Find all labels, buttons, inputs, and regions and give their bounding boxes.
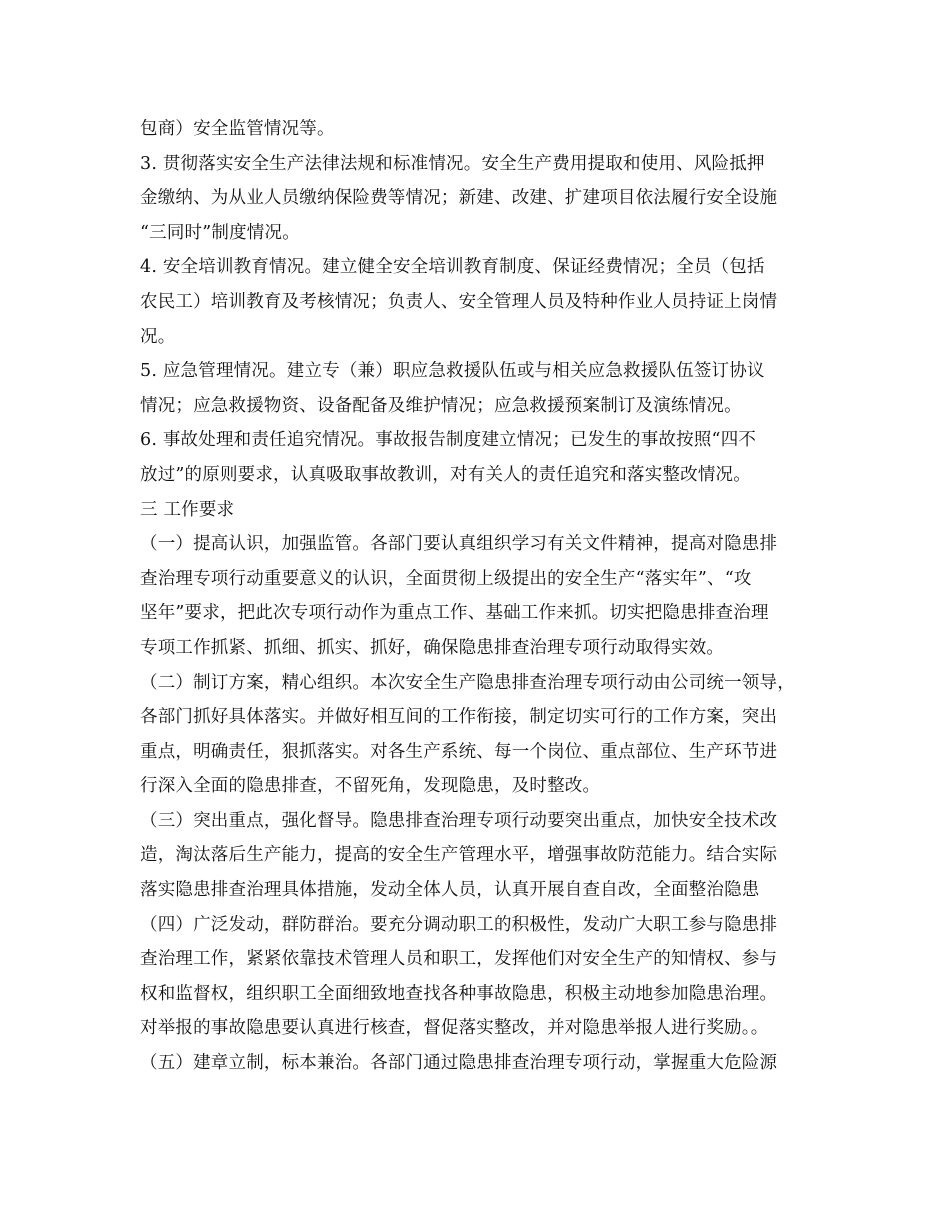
text-line: 查治理工作，紧紧依靠技术管理人员和职工，发挥他们对安全生产的知情权、参与 [140,949,778,970]
text-line: 坚年”要求，把此次专项行动作为重点工作、基础工作来抓。切实把隐患排查治理 [140,603,769,624]
text-line: 落实隐患排查治理具体措施，发动全体人员，认真开展自查自改，全面整治隐患 [140,880,760,901]
text-line: “三同时”制度情况。 [140,222,300,243]
text-line: （一）提高认识，加强监管。各部门要认真组织学习有关文件精神，提高对隐患排 [140,534,778,555]
text-line: 5. 应急管理情况。建立专（兼）职应急救援队伍或与相关应急救援队伍签订协议 [140,361,765,382]
text-line: 金缴纳、为从业人员缴纳保险费等情况；新建、改建、扩建项目依法履行安全设施 [140,188,778,209]
text-line: 情况；应急救援物资、设备配备及维护情况；应急救援预案制订及演练情况。 [140,395,742,416]
text-line: （二）制订方案，精心组织。本次安全生产隐患排查治理专项行动由公司统一领导， [140,672,795,693]
text-line: 造，淘汰落后生产能力，提高的安全生产管理水平，增强事故防范能力。结合实际 [140,845,778,866]
text-line: 放过”的原则要求，认真吸取事故教训，对有关人的责任追究和落实整改情况。 [140,464,751,485]
text-line: 4. 安全培训教育情况。建立健全安全培训教育制度、保证经费情况；全员（包括 [140,257,765,278]
text-line: 权和监督权，组织职工全面细致地查找各种事故隐患，积极主动地参加隐患治理。 [140,983,778,1004]
text-line: （四）广泛发动，群防群治。要充分调动职工的积极性，发动广大职工参与隐患排 [140,914,778,935]
text-line: （五）建章立制，标本兼治。各部门通过隐患排查治理专项行动，掌握重大危险源 [140,1053,778,1074]
text-line: 对举报的事故隐患要认真进行核查，督促落实整改，并对隐患举报人进行奖励。。 [140,1018,769,1039]
text-line: 6. 事故处理和责任追究情况。事故报告制度建立情况；已发生的事故按照“四不 [140,430,757,451]
text-line: 3. 贯彻落实安全生产法律法规和标准情况。安全生产费用提取和使用、风险抵押 [140,153,765,174]
section-heading: 三 工作要求 [140,499,235,520]
text-line: 况。 [140,326,176,347]
document-body [140,112,820,1081]
text-line: 行深入全面的隐患排查，不留死角，发现隐患，及时整改。 [140,776,601,797]
text-line: 农民工）培训教育及考核情况；负责人、安全管理人员及特种作业人员持证上岗情 [140,291,778,312]
text-line: 专项工作抓紧、抓细、抓实、抓好，确保隐患排查治理专项行动取得实效。 [140,637,725,658]
text-line: 各部门抓好具体落实。并做好相互间的工作衔接，制定切实可行的工作方案，突出 [140,707,778,728]
text-line: 查治理专项行动重要意义的认识，全面贯彻上级提出的安全生产“落实年”、“攻 [140,568,752,589]
text-line: 包商）安全监管情况等。 [140,119,335,139]
text-line: （三）突出重点，强化督导。隐患排查治理专项行动要突出重点，加快安全技术改 [140,810,778,831]
text-line: 重点，明确责任，狠抓落实。对各生产系统、每一个岗位、重点部位、生产环节进 [140,741,778,762]
